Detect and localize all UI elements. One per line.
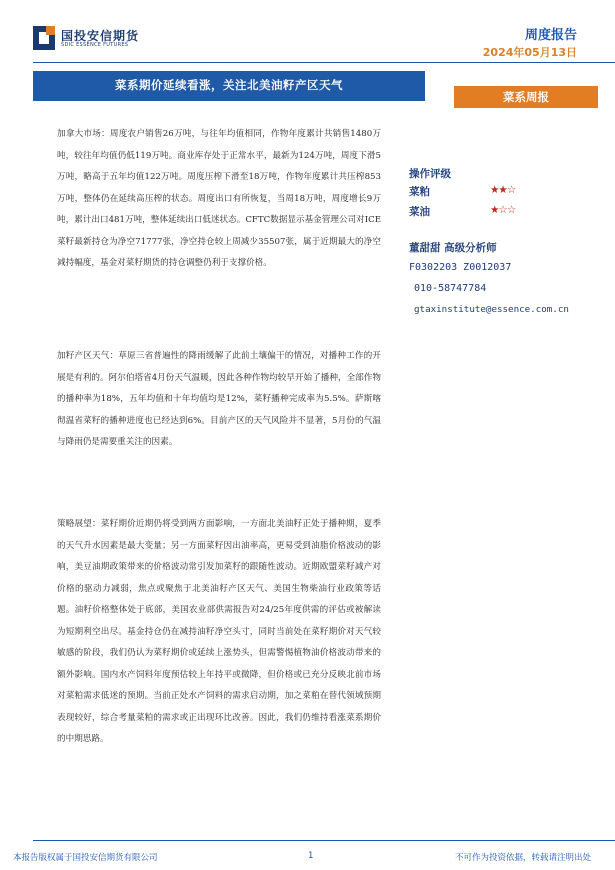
analyst-phone: 010-58747784 xyxy=(414,283,487,294)
title-underline xyxy=(33,99,425,101)
report-title: 菜系期价延续看涨，关注北美油籽产区天气 xyxy=(33,71,425,99)
header-divider xyxy=(33,62,615,63)
star-rating-icon: ★★☆ xyxy=(490,184,516,196)
brand-name-cn: 国投安信期货 xyxy=(61,29,140,43)
category-tag: 菜系周报 xyxy=(454,86,598,108)
analyst-email[interactable]: gtaxinstitute@essence.com.cn xyxy=(414,304,569,315)
rating-row-rapeseed-oil xyxy=(409,204,516,222)
paragraph-canada-market: 加拿大市场：周度农户销售26万吨，与往年均值相同，作物年度累计共销售1480万吨，较往年均值仍低119万吨。商业库存处于正常水平，最新为124万吨，周度下滑5万吨，略高于五年均值122万吨。周度压榨下滑至18万吨，作物年度累计共压榨853万吨，整体仍在延续高压榨的状态。周度出口有所恢复，当周18万吨，周度增长9万吨，累计出口481万吨，整体延续出口低迷状态。CFTC数据显示基金管理公司对ICE菜籽最新持仓为净空71777张，净空持仓较上周减少35507张，属于近期最大的净空减持幅度，基金对菜籽期货的持仓调整仍利于支撑价格。 xyxy=(57,129,381,268)
rating-title: 操作评级 xyxy=(409,168,451,180)
rating-name: 菜粕 xyxy=(409,186,430,198)
star-rating-icon: ★☆☆ xyxy=(490,204,516,216)
footer-disclaimer: 不可作为投资依据，转载请注明出处 xyxy=(454,853,591,863)
analyst-name: 董甜甜 高级分析师 xyxy=(409,242,497,254)
report-date: 2024年05月13日 xyxy=(482,46,577,59)
logo-mark-icon xyxy=(33,26,55,50)
rating-row-rapeseed-meal xyxy=(409,184,516,202)
page-number: 1 xyxy=(308,851,314,861)
analyst-license: F0302203 Z0012037 xyxy=(409,262,512,273)
report-type: 周度报告 xyxy=(524,28,577,43)
footer-divider xyxy=(33,840,615,841)
footer-copyright: 本报告版权属于国投安信期货有限公司 xyxy=(13,853,158,863)
paragraph-weather: 加籽产区天气：草原三省普遍性的降雨缓解了此前土壤偏干的情况，对播种工作的开展是有利的。阿尔伯塔省4月份天气温暖，因此各种作物均较早开始了播种，全部作物的播种率为18%，五年均值和十年均值均是12%，菜籽播种完成率为5.5%。萨斯喀彻温省菜籽的播种进度也已经达到6%。目前产区的天气风险并不显著，5月份的气温与降雨仍是需要重关注的因素。 xyxy=(57,351,381,447)
brand-name-en: SDIC ESSENCE FUTURES xyxy=(61,42,129,48)
rating-name: 菜油 xyxy=(409,206,430,218)
paragraph-strategy: 策略展望：菜籽期价近期仍将受到两方面影响，一方面北美油籽正处于播种期，夏季的天气升水因素是最大变量；另一方面菜籽因出油率高，更易受到油脂价格波动的影响，美豆油期政策带来的价格波动常引发加菜籽的跟随性波动。近期欧盟菜籽减产对价格的驱动力减弱，焦点或聚焦于北美油籽产区天气、美国生物柴油行业政策等话题。油籽价格整体处于底部，美国农业部供需报告对24/25年度供需的评估或被解读为短期利空出尽。基金持仓仍在减持油籽净空头寸，同时当前处在菜籽期价对天气较敏感的阶段，我们仍认为菜籽期价或延续上涨势头，但需警惕植物油价格波动带来的额外影响。国内水产饲料年度预估较上年持平或微降，但价格或已充分反映北前市场对菜粕需求低迷的预期。当前正处水产饲料的需求启动期，加之菜粕在替代领域预期表现较好，综合考量菜粕的需求或正出现环比改善。因此，我们仍维持看涨菜系期价的中期思路。 xyxy=(57,519,381,744)
company-logo xyxy=(33,26,243,54)
